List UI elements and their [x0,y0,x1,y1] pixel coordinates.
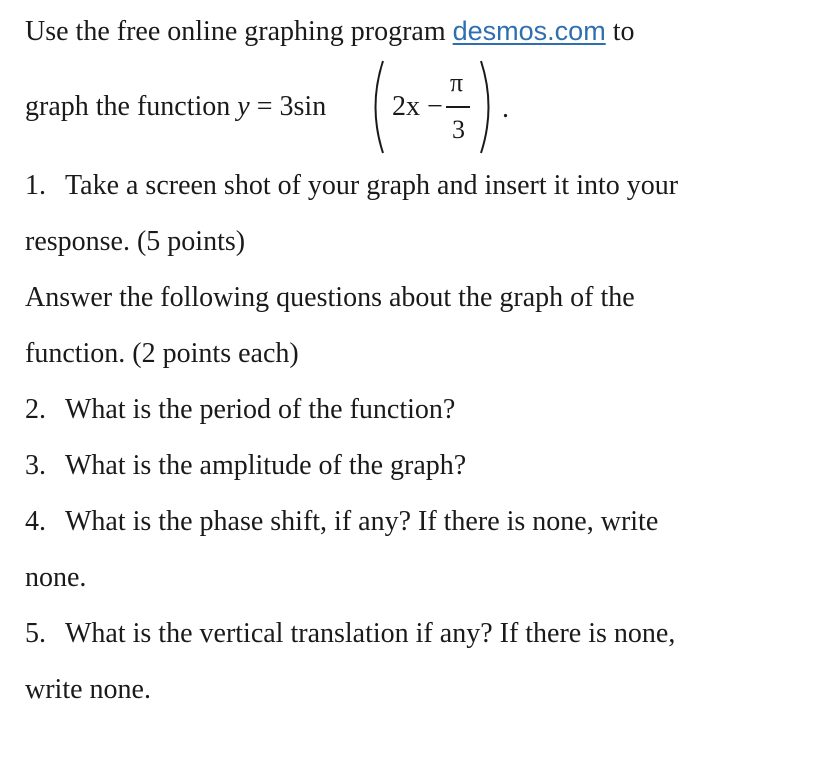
instruction-text: Answer the following questions about the graph of the [25,282,635,313]
question-1 [25,169,678,203]
formula-equals: = [249,91,280,122]
question-3 [25,449,466,483]
question-5-cont [25,673,151,707]
fraction-numerator: π [450,68,464,97]
question-text: none. [25,562,87,593]
intro-text-after: to [605,16,635,47]
question-2 [25,393,455,427]
fraction-bar [446,106,470,108]
formula-lead-text: graph the function [25,91,238,122]
question-number: 5. [25,618,46,649]
instruction-line-1 [25,281,635,315]
question-number: 1. [25,170,46,201]
question-4 [25,505,658,539]
intro-text: Use the free online graphing program [25,16,453,47]
question-text: response. (5 points) [25,226,246,257]
question-number: 3. [25,450,46,481]
formula-coefficient: 3sin [279,91,327,122]
instruction-line-2 [25,337,299,371]
formula-variable: y [237,91,250,122]
question-5 [25,617,675,651]
question-text: What is the amplitude of the graph? [65,450,467,481]
question-number: 4. [25,506,46,537]
right-paren-icon [478,59,498,155]
instruction-text: function. (2 points each) [25,338,299,369]
question-4-cont [25,561,86,595]
formula-inner [392,90,443,124]
question-number: 2. [25,394,46,425]
question-1-cont [25,225,245,259]
formula-minus: − [420,91,443,122]
fraction-denominator: 3 [452,115,465,144]
left-paren-icon [366,59,386,155]
formula-inner-term: 2x [392,91,420,122]
question-text: What is the phase shift, if any? If there is none, write [65,506,659,537]
formula-lead [25,90,326,124]
question-text: What is the period of the function? [65,394,456,425]
formula-line [24,55,584,159]
desmos-link[interactable]: desmos.com [452,16,606,46]
question-text: Take a screen shot of your graph and insert it into your [65,170,679,201]
question-text: What is the vertical translation if any? If there is none, [65,618,676,649]
formula-period: . [502,93,509,124]
question-text: write none. [25,674,151,705]
intro-line [25,14,634,49]
